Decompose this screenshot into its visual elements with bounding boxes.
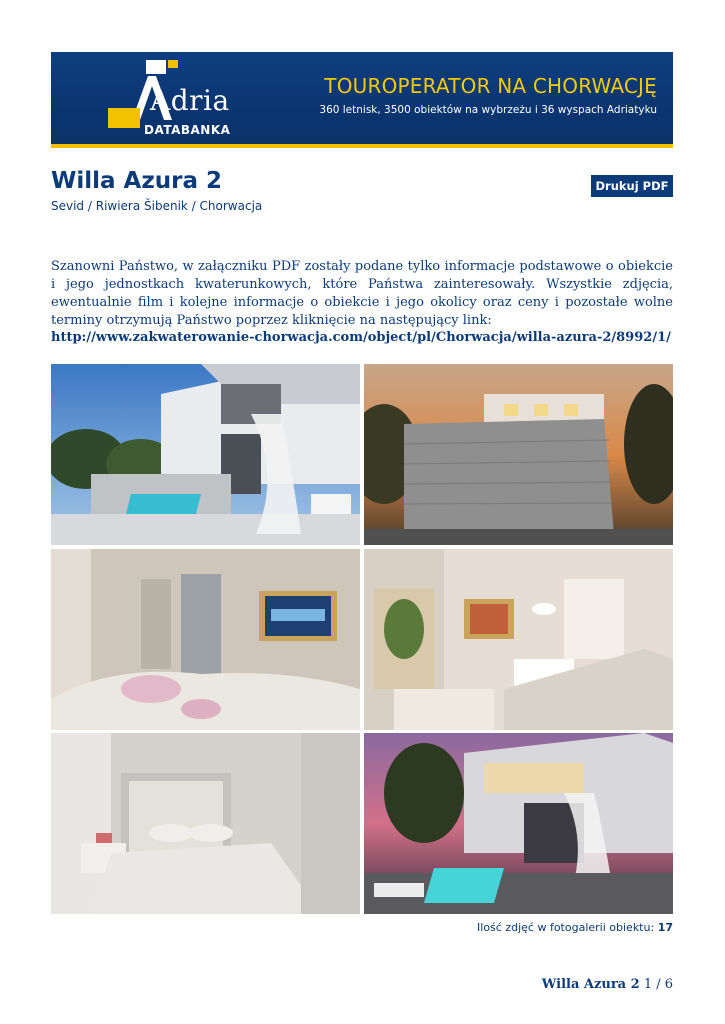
gallery-photo-stone-wall-sunset[interactable] [364,364,673,545]
gallery-count-value: 17 [657,921,673,934]
banner-accent-strip [51,144,673,148]
logo-name: Adria [150,84,230,117]
banner-title: TOUROPERATOR NA CHORWACJĘ [324,74,657,98]
gallery-photo-bedroom-bed[interactable] [51,733,360,914]
gallery-photo-villa-pool-dusk[interactable] [364,733,673,914]
page-footer [542,977,673,992]
object-link[interactable]: http://www.zakwaterowanie-chorwacja.com/object/pl/Chorwacja/willa-azura-2/8992/1/ [51,330,671,345]
header-banner [51,52,673,148]
gallery-photo-villa-exterior-day[interactable] [51,364,360,545]
logo-subtitle: DATABANKA [144,123,231,137]
banner-subtitle: 360 letnisk, 3500 obiektów na wybrzeżu i 36 wyspach Adriatyku [319,104,657,116]
gallery-count [477,921,673,934]
gallery-photo-living-room[interactable] [364,549,673,730]
adria-databanka-logo [86,60,266,140]
footer-page-number: 1 / 6 [643,977,673,992]
intro-text: Szanowni Państwo, w załączniku PDF zostały podane tylko informacje podstawowe o obiekcie i jego jednostkach kwaterunkowych, które Państwa zainteresowały. Wszystkie zdjęcia, ewentualnie film i kolejne informacje o obiekcie i jego okolicy oraz ceny i pozostałe wolne terminy otrzymują Państwo poprzez kliknięcie na następujący link: [51,259,673,328]
print-pdf-button[interactable]: Drukuj PDF [591,175,673,197]
gallery-photo-bedroom-tv[interactable] [51,549,360,730]
gallery-count-label: Ilość zdjęć w fotogalerii obiektu: [477,921,655,934]
footer-object-name: Willa Azura 2 [541,977,640,992]
page-title: Willa Azura 2 [51,168,222,194]
breadcrumb: Sevid / Riwiera Šibenik / Chorwacja [51,199,263,213]
